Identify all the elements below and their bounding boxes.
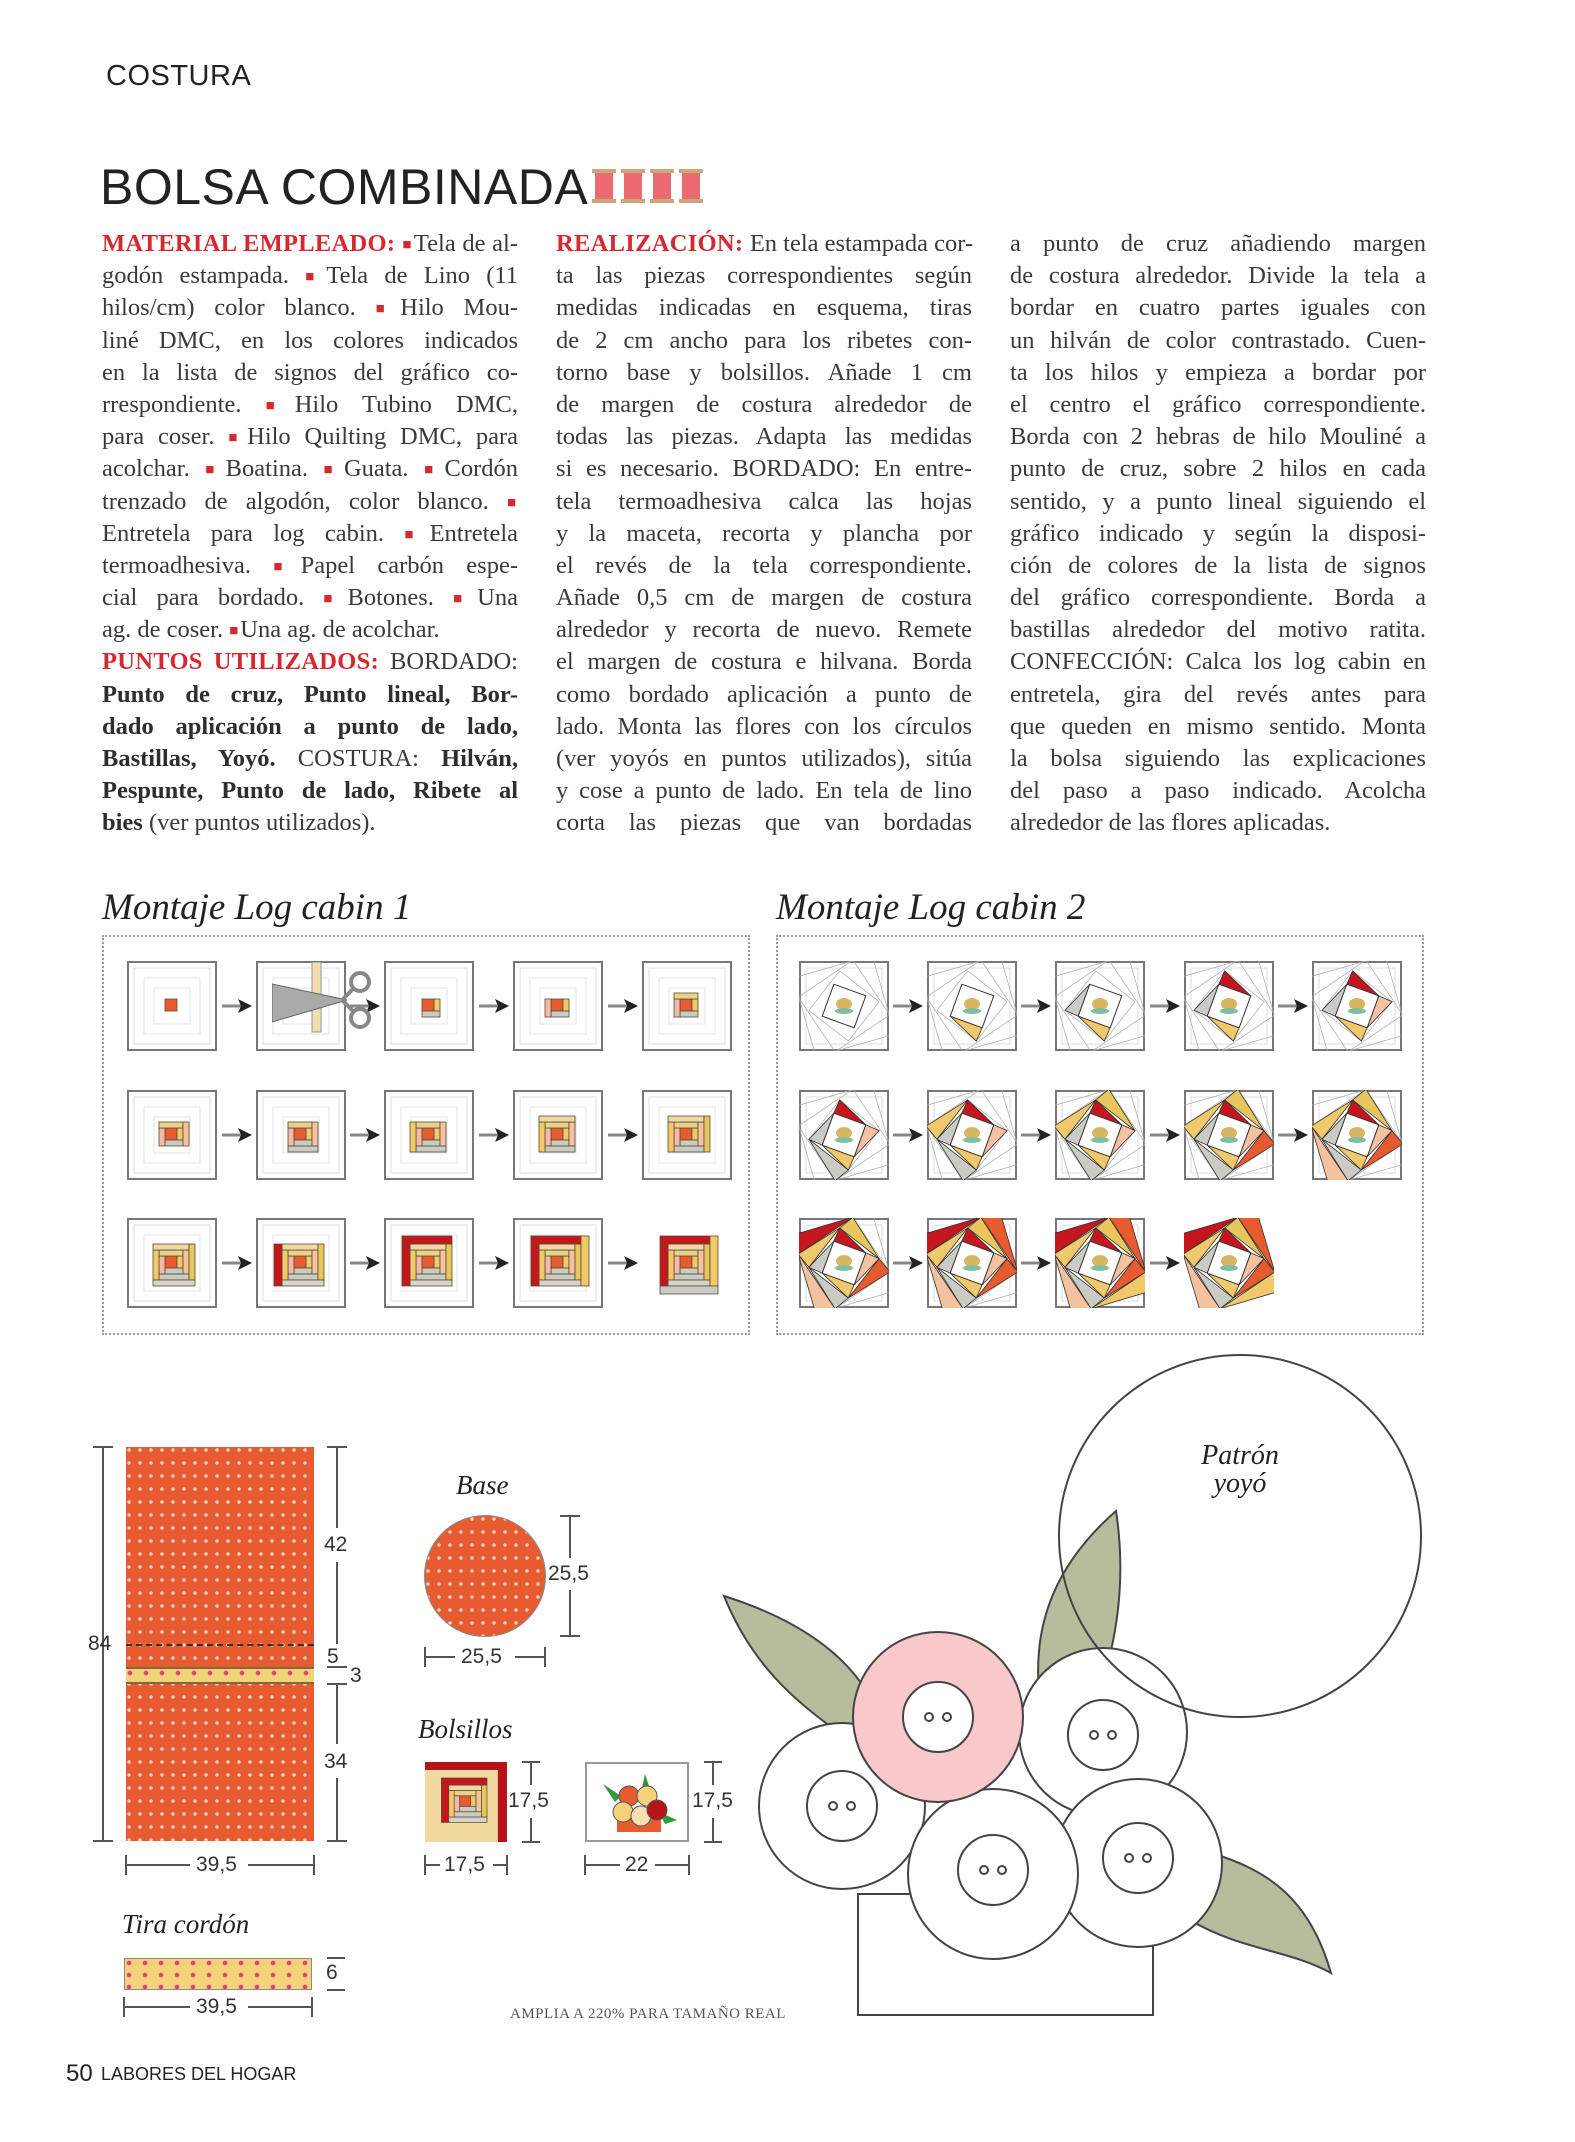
text-line — [1010, 775, 1426, 807]
scissors-icon — [272, 962, 382, 1047]
body-text: gráfico indicado y según la disposi- — [1010, 519, 1426, 547]
bullet-icon: ■ — [453, 591, 476, 608]
base-width-label: 25,5 — [461, 1645, 502, 1668]
body-text: En tela estampada cor- — [749, 230, 974, 257]
text-line — [556, 292, 972, 324]
pocket2-height-label: 17,5 — [692, 1789, 733, 1812]
body-text: para coser. — [102, 423, 229, 451]
text-line — [102, 389, 518, 421]
arrow-right-icon — [350, 1256, 380, 1270]
flower-pot — [858, 1894, 1153, 2015]
arrow-right-icon — [1150, 1128, 1180, 1142]
body-text: Entretela — [429, 519, 519, 547]
log-cabin-1-step-thumbnail — [642, 961, 732, 1051]
text-line — [556, 518, 972, 550]
body-text: medidas indicadas en esquema, tiras — [556, 294, 972, 322]
text-line — [102, 711, 518, 743]
text-line — [102, 421, 518, 453]
body-text: ag. de coser. — [102, 616, 230, 644]
text-line — [1010, 389, 1426, 421]
log-cabin-2-step-thumbnail — [1312, 1090, 1402, 1180]
instructions-column — [556, 228, 972, 840]
bold-text: Punto de cruz, Punto lineal, Bor- — [102, 680, 518, 708]
log-cabin-2-step-thumbnail — [1184, 1090, 1274, 1180]
log-cabin-1-step-thumbnail — [642, 1218, 732, 1308]
body-text: ción de colores de la lista de signos — [1010, 551, 1426, 579]
body-text: en la lista de signos del gráfico co- — [102, 358, 518, 386]
body-text: godón estampada. — [102, 262, 306, 290]
text-line — [1010, 646, 1426, 678]
text-line — [556, 679, 972, 711]
log-cabin-2-title: Montaje Log cabin 2 — [776, 887, 1086, 928]
bullet-icon: ■ — [265, 397, 293, 414]
log-cabin-2-step-thumbnail — [927, 1090, 1017, 1180]
bag-top-label: 42 — [324, 1533, 348, 1556]
text-line — [102, 614, 518, 646]
arrow-right-icon — [1021, 999, 1051, 1013]
body-text: de margen de costura alrededor de — [556, 390, 972, 418]
body-text: punto de cruz, sobre 2 hilos en cada — [1010, 455, 1426, 483]
text-line — [556, 325, 972, 357]
text-line — [556, 453, 972, 485]
body-text: tela termoadhesiva calca las hojas — [556, 487, 972, 515]
leaf-left — [724, 1596, 880, 1740]
text-line — [1010, 260, 1426, 292]
cord-height-label: 6 — [326, 1961, 338, 1984]
arrow-right-icon — [1278, 999, 1308, 1013]
body-text: del gráfico correspondiente. Borda a — [1010, 584, 1426, 612]
arrow-right-icon — [479, 1256, 509, 1270]
log-cabin-2-step-thumbnail — [799, 1218, 889, 1308]
bullet-icon: ■ — [323, 591, 346, 608]
pockets-title: Bolsillos — [418, 1714, 513, 1744]
body-text: cial para bordado. — [102, 584, 324, 612]
log-cabin-2-step-thumbnail — [1184, 1218, 1274, 1308]
base-circle — [424, 1515, 546, 1637]
arrow-right-icon — [893, 1256, 923, 1270]
text-line — [556, 711, 972, 743]
body-text: Tela de al- — [413, 230, 519, 257]
text-line — [556, 421, 972, 453]
log-cabin-1-steps — [102, 935, 750, 1335]
arrow-right-icon — [222, 999, 252, 1013]
log-cabin-1-step-thumbnail — [384, 1218, 474, 1308]
body-text: Hilo Quilting DMC, para — [247, 423, 519, 451]
body-text: del paso a paso indicado. Acolcha — [1010, 777, 1426, 805]
arrow-right-icon — [893, 999, 923, 1013]
body-text: COSTURA: — [297, 745, 442, 772]
body-text: Una — [477, 584, 518, 612]
log-cabin-2-step-thumbnail — [1184, 961, 1274, 1051]
page-title: BOLSA COMBINADA — [100, 159, 589, 215]
body-text: Cordón — [444, 455, 518, 483]
text-line — [556, 807, 972, 839]
text-line — [102, 260, 518, 292]
pocket1-width-label: 17,5 — [444, 1853, 485, 1876]
text-line — [102, 518, 518, 550]
body-text: rrespondiente. — [102, 390, 266, 418]
body-text: todas las piezas. Adapta las medidas — [556, 423, 972, 451]
bag-bottom-label: 34 — [324, 1750, 348, 1773]
body-text: lado. Monta las flores con los círculos — [556, 712, 972, 740]
body-text: Añade 0,5 cm de margen de costura — [556, 584, 972, 612]
cord-width-label: 39,5 — [196, 1995, 237, 2018]
yoyo-flower-pink — [853, 1632, 1023, 1802]
body-text: Tela de Lino (11 — [326, 262, 518, 290]
log-cabin-2-step-thumbnail — [799, 1090, 889, 1180]
yoyo-pattern-label — [1200, 1442, 1280, 1498]
pocket-log-cabin — [425, 1762, 507, 1842]
text-line — [1010, 614, 1426, 646]
bold-text: Pespunte, Punto de lado, Ribete al — [102, 777, 518, 805]
fold-line — [126, 1644, 314, 1646]
bullet-icon: ■ — [404, 526, 428, 543]
base-title: Base — [456, 1470, 509, 1500]
yoyo-label-line-1: Patrón — [1201, 1440, 1279, 1471]
body-text: alrededor de las flores aplicadas. — [1010, 809, 1331, 837]
yoyo-flower — [908, 1789, 1078, 1959]
text-line — [102, 582, 518, 614]
bullet-icon: ■ — [205, 462, 224, 479]
pocket1-height-label: 17,5 — [508, 1789, 549, 1812]
body-text: Una ag. de acolchar. — [240, 616, 440, 644]
text-line — [1010, 421, 1426, 453]
body-text: bordar en cuatro partes iguales con — [1010, 294, 1426, 322]
text-line — [1010, 518, 1426, 550]
arrow-right-icon — [893, 1128, 923, 1142]
bold-text: bies — [102, 809, 149, 837]
arrow-right-icon — [350, 1128, 380, 1142]
page-number: 50 — [66, 2060, 93, 2087]
thread-spool-icon — [679, 169, 703, 203]
body-text: ta las piezas correspondientes según — [556, 262, 972, 290]
body-text: y cose a punto de lado. En tela de lino — [556, 777, 972, 805]
thread-spool-icon — [621, 169, 645, 203]
log-cabin-1-step-thumbnail — [384, 961, 474, 1051]
thread-spool-icon — [650, 169, 674, 203]
bag-height-label: 84 — [88, 1632, 112, 1655]
text-line — [102, 679, 518, 711]
text-line — [1010, 550, 1426, 582]
bag-band-pattern — [126, 1667, 314, 1684]
bold-text: Hilván, — [441, 745, 518, 772]
bullet-icon: ■ — [424, 462, 443, 479]
log-cabin-1-step-thumbnail — [256, 1090, 346, 1180]
text-line — [102, 743, 518, 775]
body-text: torno base y bolsillos. Añade 1 cm — [556, 358, 972, 386]
body-text: Boatina. — [225, 455, 324, 483]
log-cabin-2-steps — [776, 935, 1424, 1335]
text-line — [556, 357, 972, 389]
body-text: corta las piezas que van bordadas — [556, 809, 972, 837]
body-text: entretela, gira del revés antes para — [1010, 680, 1426, 708]
text-line — [1010, 228, 1426, 260]
bullet-icon: ■ — [229, 623, 239, 640]
body-text: Papel carbón espe- — [300, 551, 518, 579]
bullet-icon: ■ — [506, 494, 516, 511]
bullet-icon: ■ — [375, 301, 399, 318]
body-text: alrededor y recorta de nuevo. Remete — [556, 616, 972, 644]
arrow-right-icon — [222, 1256, 252, 1270]
body-text: que queden en mismo sentido. Monta — [1010, 712, 1426, 740]
enlarge-note: AMPLIA A 220% PARA TAMAÑO REAL — [510, 2006, 786, 2022]
body-text: de 2 cm ancho para los ribetes con- — [556, 326, 972, 354]
text-line — [102, 550, 518, 582]
pocket-flower-embroidery — [585, 1762, 689, 1842]
text-line — [1010, 486, 1426, 518]
arrow-right-icon — [479, 999, 509, 1013]
yoyo-label-line-2: yoyó — [1213, 1468, 1267, 1499]
text-line — [556, 743, 972, 775]
arrow-right-icon — [1278, 1128, 1308, 1142]
body-text: Botones. — [347, 584, 454, 612]
log-cabin-2-step-thumbnail — [1055, 1090, 1145, 1180]
body-text: Borda con 2 hebras de hilo Mouliné a — [1010, 423, 1426, 451]
log-cabin-1-step-thumbnail — [513, 961, 603, 1051]
log-cabin-2-step-thumbnail — [1312, 961, 1402, 1051]
log-cabin-2-step-thumbnail — [927, 961, 1017, 1051]
text-line — [102, 775, 518, 807]
body-text: si es necesario. BORDADO: En entre- — [556, 455, 972, 483]
body-text: Guata. — [343, 455, 425, 483]
text-line — [102, 292, 518, 324]
log-cabin-1-step-thumbnail — [127, 1090, 217, 1180]
body-text: bastillas alrededor del motivo ratita. — [1010, 616, 1426, 644]
text-line — [556, 614, 972, 646]
section-heading: PUNTOS UTILIZADOS: — [102, 648, 391, 676]
log-cabin-1-step-thumbnail — [642, 1090, 732, 1180]
text-line — [1010, 582, 1426, 614]
text-line — [102, 807, 518, 839]
yoyo-flower — [759, 1723, 925, 1889]
body-text: un hilván de color contrastado. Cuen- — [1010, 326, 1426, 354]
body-text: trenzado de algodón, color blanco. — [102, 487, 507, 515]
text-line — [556, 260, 972, 292]
section-heading: MATERIAL EMPLEADO: — [102, 230, 403, 257]
magazine-name: LABORES DEL HOGAR — [101, 2064, 297, 2084]
text-line — [1010, 807, 1426, 839]
text-line — [556, 389, 972, 421]
text-line — [102, 357, 518, 389]
text-line — [556, 228, 972, 260]
arrow-right-icon — [608, 1256, 638, 1270]
arrow-right-icon — [1021, 1128, 1051, 1142]
text-line — [1010, 711, 1426, 743]
bullet-icon: ■ — [228, 430, 246, 447]
log-cabin-1-step-thumbnail — [513, 1090, 603, 1180]
body-text: hilos/cm) color blanco. — [102, 294, 376, 322]
bag-band-label: 3 — [350, 1664, 362, 1687]
leaf-right — [1190, 1852, 1331, 1973]
text-line — [102, 325, 518, 357]
log-cabin-1-step-thumbnail — [384, 1090, 474, 1180]
body-text: la bolsa siguiendo las explicaciones — [1010, 745, 1426, 772]
body-text: acolchar. — [102, 455, 206, 483]
body-text: el centro el gráfico correspondiente. — [1010, 390, 1426, 418]
arrow-right-icon — [1150, 999, 1180, 1013]
body-text: (ver puntos utilizados). — [148, 809, 376, 837]
log-cabin-2-step-thumbnail — [927, 1218, 1017, 1308]
base-height-label: 25,5 — [548, 1562, 589, 1585]
text-line — [556, 646, 972, 678]
section-heading: REALIZACIÓN: — [556, 230, 750, 257]
text-line — [1010, 357, 1426, 389]
arrow-right-icon — [608, 999, 638, 1013]
pocket2-width-label: 22 — [625, 1853, 649, 1876]
difficulty-rating — [590, 166, 710, 211]
bullet-icon: ■ — [273, 558, 299, 575]
body-text: BORDADO: — [390, 648, 518, 676]
text-line — [556, 775, 972, 807]
thread-spool-icon — [592, 169, 616, 203]
text-line — [1010, 292, 1426, 324]
bullet-icon: ■ — [323, 462, 342, 479]
leaf-top — [1038, 1511, 1120, 1700]
section-label: COSTURA — [106, 60, 252, 92]
text-line — [102, 486, 518, 518]
bullet-icon: ■ — [305, 269, 325, 286]
log-cabin-1-step-thumbnail — [513, 1218, 603, 1308]
text-line — [1010, 325, 1426, 357]
body-text: de costura alrededor. Divide la tela a — [1010, 262, 1426, 290]
text-line — [556, 486, 972, 518]
cord-strip — [124, 1958, 312, 1990]
body-text: sentido, y a punto lineal siguiendo el — [1010, 487, 1426, 515]
body-text: liné DMC, en los colores indicados — [102, 326, 518, 354]
log-cabin-2-step-thumbnail — [1055, 1218, 1145, 1308]
body-text: Hilo Tubino DMC, — [294, 390, 518, 418]
body-text: a punto de cruz añadiendo margen — [1010, 230, 1426, 257]
arrow-right-icon — [1150, 1256, 1180, 1270]
yoyo-flower — [1054, 1779, 1222, 1947]
bold-text: Bastillas, Yoyó. — [102, 745, 298, 772]
arrow-right-icon — [222, 1128, 252, 1142]
body-text: ta los hilos y empieza a bordar por — [1010, 358, 1426, 386]
instructions-column-continued — [1010, 228, 1426, 840]
text-line — [556, 582, 972, 614]
log-cabin-1-step-thumbnail — [127, 1218, 217, 1308]
cord-strip-title: Tira cordón — [122, 1909, 250, 1939]
text-line — [1010, 679, 1426, 711]
body-text: y la maceta, recorta y plancha por — [556, 519, 972, 547]
text-line — [102, 453, 518, 485]
body-text: CONFECCIÓN: Calca los log cabin en — [1010, 648, 1426, 676]
text-line — [1010, 453, 1426, 485]
materials-column — [102, 228, 518, 840]
body-text: Hilo Mou- — [400, 294, 518, 322]
text-line — [1010, 743, 1426, 775]
arrow-right-icon — [1021, 1256, 1051, 1270]
body-text: el margen de costura e hilvana. Borda — [556, 648, 972, 676]
yoyo-pattern-circle — [1059, 1355, 1421, 1717]
body-text: como bordado aplicación a punto de — [556, 680, 972, 708]
bold-text: dado aplicación a punto de lado, — [102, 712, 518, 740]
yoyo-flower — [1019, 1648, 1187, 1816]
log-cabin-1-step-thumbnail — [127, 961, 217, 1051]
text-line — [102, 646, 518, 678]
log-cabin-2-step-thumbnail — [799, 961, 889, 1051]
log-cabin-1-title: Montaje Log cabin 1 — [102, 887, 412, 928]
body-text: (ver yoyós en puntos utilizados), sitúa — [556, 745, 972, 772]
bullet-icon: ■ — [402, 237, 412, 253]
body-text: termoadhesiva. — [102, 551, 274, 579]
body-text: Entretela para log cabin. — [102, 519, 405, 547]
body-text: el revés de la tela correspondiente. — [556, 551, 972, 579]
log-cabin-2-step-thumbnail — [1055, 961, 1145, 1051]
text-line — [556, 550, 972, 582]
bag-width-label: 39,5 — [196, 1853, 237, 1876]
arrow-right-icon — [608, 1128, 638, 1142]
text-line — [102, 228, 518, 260]
log-cabin-1-step-thumbnail — [256, 1218, 346, 1308]
arrow-right-icon — [479, 1128, 509, 1142]
bag-fold-label: 5 — [327, 1645, 339, 1668]
